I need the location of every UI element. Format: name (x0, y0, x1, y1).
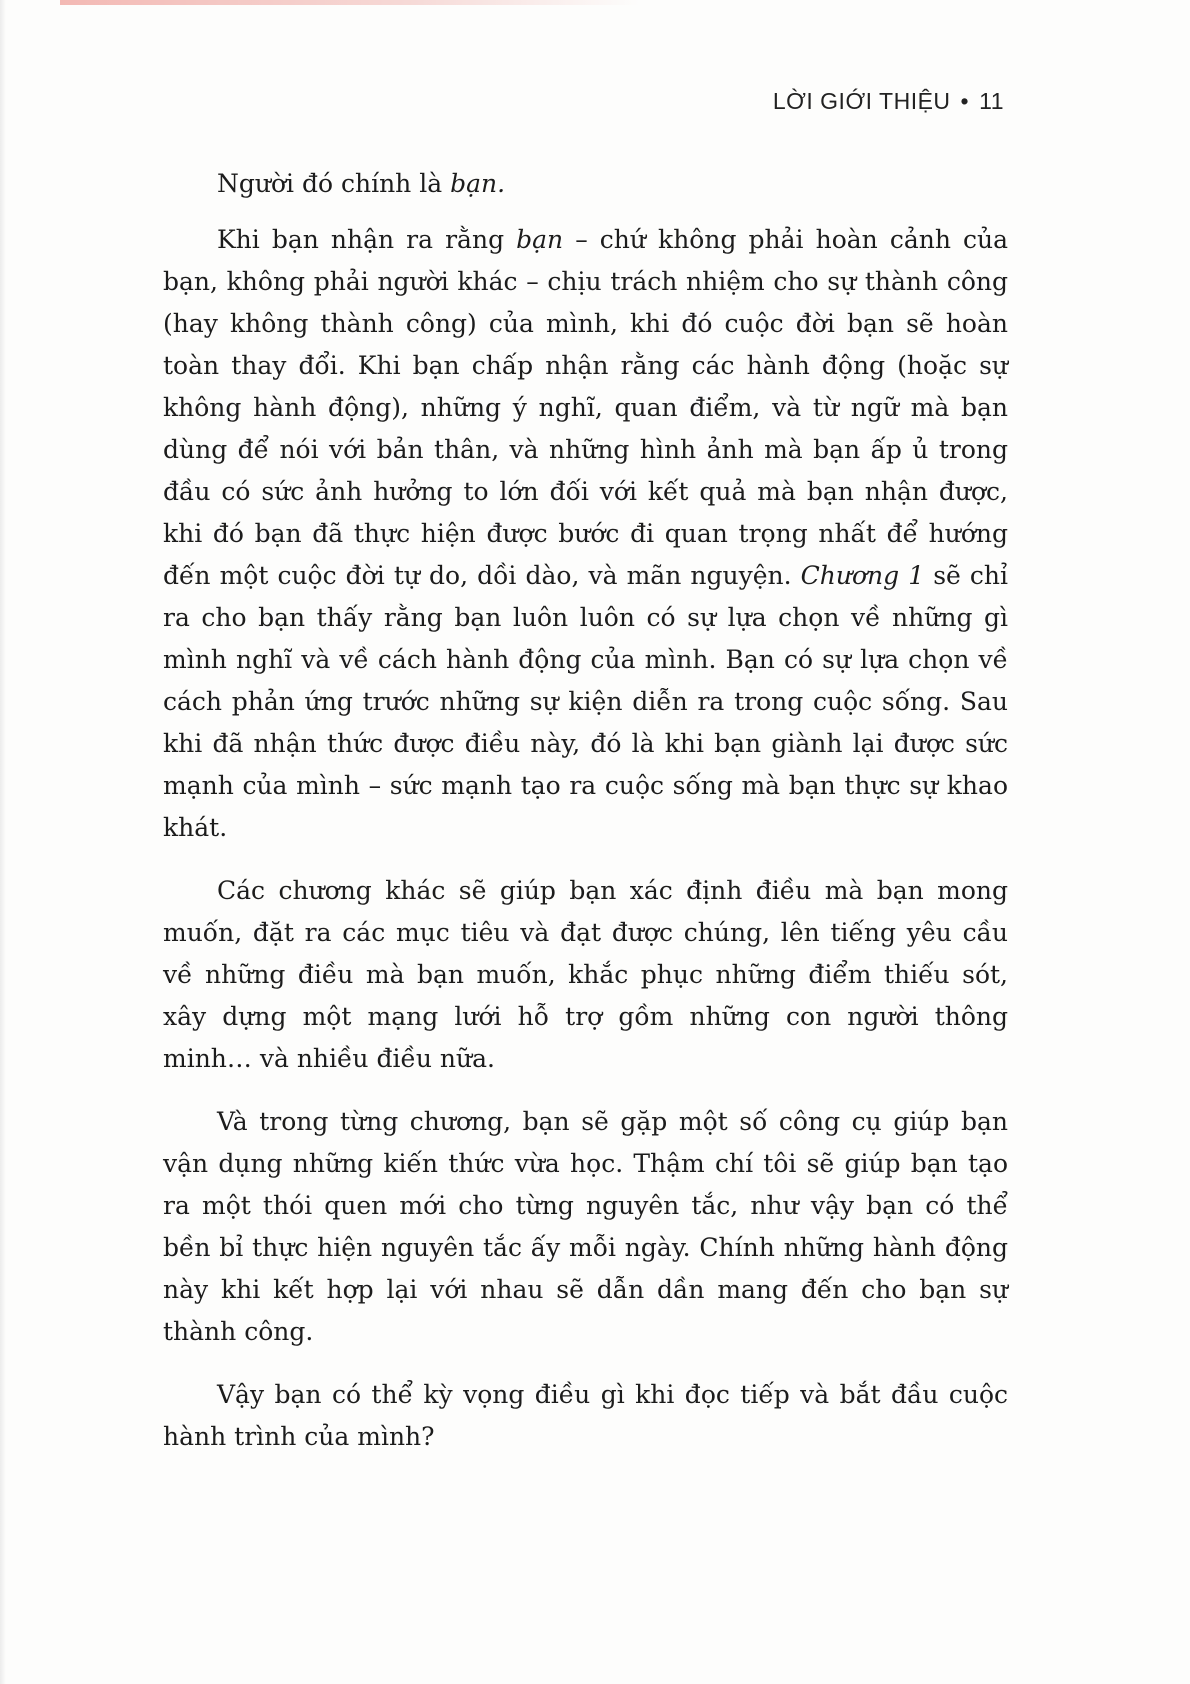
paragraph-5: Vậy bạn có thể kỳ vọng điều gì khi đọc tiếp và bắt đầu cuộc hành trình của mình? (163, 1380, 1008, 1451)
paragraph-2-emphasis-a: bạn (516, 225, 564, 254)
paragraph-2-text-c: sẽ chỉ ra cho bạn thấy rằng bạn luôn luôn có sự lựa chọn về những gì mình nghĩ và về cách hành động của mình. Bạn có sự lựa chọn về cách phản ứng trước những sự kiện diễn ra trong cuộc sống. Sau khi đã nhận thức được điều này, đó là khi bạn giành lại được sức mạnh của mình – sức mạnh tạo ra cuộc sống mà bạn thực sự khao khát. (163, 561, 1009, 842)
scan-edge-left (0, 0, 6, 1684)
paragraph-2-emphasis-b: Chương 1 (800, 561, 925, 590)
running-head-section: LỜI GIỚI THIỆU (772, 88, 951, 114)
paragraph-2 (163, 219, 1008, 849)
running-head (773, 88, 1004, 115)
paragraph-3: Các chương khác sẽ giúp bạn xác định điều mà bạn mong muốn, đặt ra các mục tiêu và đạt được chúng, lên tiếng yêu cầu về những điều mà bạn muốn, khắc phục những điểm thiếu sót, xây dựng một mạng lưới hỗ trợ gồm những con người thông minh… và nhiều điều nữa. (163, 876, 1008, 1073)
scan-edge-top (60, 0, 640, 5)
running-head-separator: • (960, 88, 970, 114)
body-text (163, 163, 1008, 1458)
paragraph-2-text-b: – chứ không phải hoàn cảnh của bạn, không phải người khác – chịu trách nhiệm cho sự thành công (hay không thành công) của mình, khi đó cuộc đời bạn sẽ hoàn toàn thay đổi. Khi bạn chấp nhận rằng các hành động (hoặc sự không hành động), những ý nghĩ, quan điểm, và từ ngữ mà bạn dùng để nói với bản thân, và những hình ảnh mà bạn ấp ủ trong đầu có sức ảnh hưởng to lớn đối với kết quả mà bạn nhận được, khi đó bạn đã thực hiện được bước đi quan trọng nhất để hướng đến một cuộc đời tự do, dồi dào, và mãn nguyện. (163, 225, 1009, 590)
paragraph-4: Và trong từng chương, bạn sẽ gặp một số công cụ giúp bạn vận dụng những kiến thức vừa học. Thậm chí tôi sẽ giúp bạn tạo ra một thói quen mới cho từng nguyên tắc, như vậy bạn có thể bền bỉ thực hiện nguyên tắc ấy mỗi ngày. Chính những hành động này khi kết hợp lại với nhau sẽ dẫn dần mang đến cho bạn sự thành công. (163, 1107, 1008, 1346)
paragraph-2-text-a: Khi bạn nhận ra rằng (217, 225, 517, 254)
paragraph-1 (163, 163, 1008, 205)
page-number: 11 (979, 88, 1004, 114)
paragraph-1-text: Người đó chính là (217, 169, 451, 198)
paragraph-1-emphasis: bạn. (450, 169, 506, 198)
